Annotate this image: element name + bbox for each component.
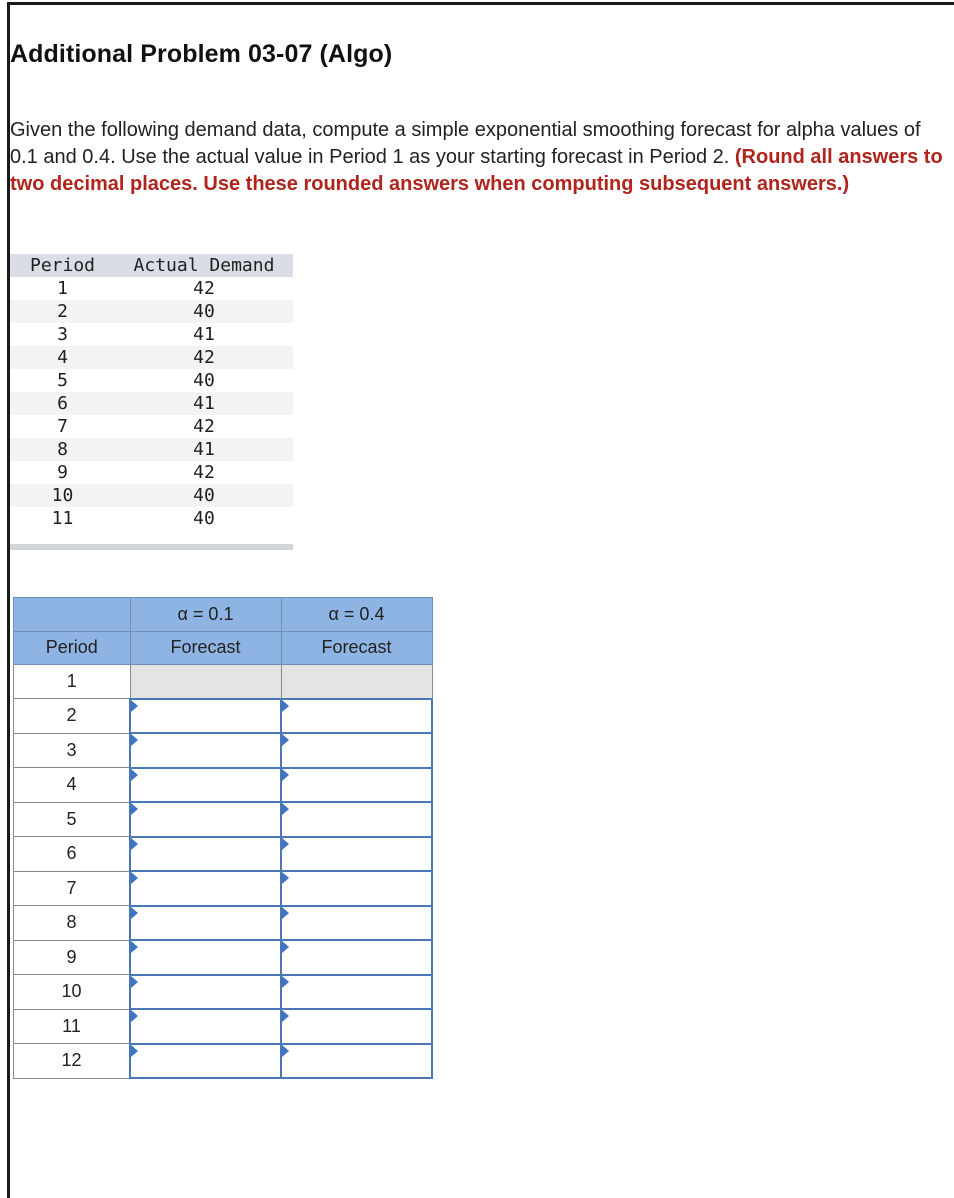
forecast-cell [130, 699, 281, 734]
forecast-disabled-cell [130, 665, 281, 699]
forecast-input-alpha-0-1[interactable] [131, 976, 280, 1009]
demand-row [10, 369, 293, 392]
forecast-cell [281, 975, 432, 1010]
forecast-cell [130, 871, 281, 906]
forecast-input-alpha-0-4[interactable] [282, 769, 431, 802]
forecast-cell [130, 768, 281, 803]
demand-data-table [10, 254, 293, 550]
forecast-cell [281, 699, 432, 734]
forecast-input-alpha-0-1[interactable] [131, 907, 280, 940]
forecast-cell [130, 837, 281, 872]
forecast-row [14, 1044, 433, 1079]
forecast-period-cell: 6 [14, 837, 131, 872]
forecast-input-alpha-0-1[interactable] [131, 1010, 280, 1043]
demand-row [10, 346, 293, 369]
demand-value-cell: 42 [193, 462, 215, 483]
demand-table-header [10, 254, 293, 277]
forecast-cell [130, 1044, 281, 1079]
forecast-cell [281, 837, 432, 872]
forecast-cell [130, 1009, 281, 1044]
forecast-cell [281, 802, 432, 837]
alpha-0-4-header: α = 0.4 [281, 598, 432, 632]
forecast-input-alpha-0-4[interactable] [282, 803, 431, 836]
period-column-header: Period [29, 255, 96, 276]
forecast-row [14, 768, 433, 803]
forecast-input-alpha-0-4[interactable] [282, 976, 431, 1009]
demand-row [10, 392, 293, 415]
forecast-cell [281, 768, 432, 803]
problem-prompt [10, 117, 945, 198]
demand-period-cell: 1 [57, 278, 68, 299]
forecast-row [14, 975, 433, 1010]
demand-period-cell: 8 [57, 439, 68, 460]
forecast-header-alpha-0-1: Forecast [130, 631, 281, 665]
forecast-cell [281, 1009, 432, 1044]
forecast-row [14, 871, 433, 906]
demand-value-cell: 42 [193, 278, 215, 299]
forecast-row [14, 665, 433, 699]
forecast-input-alpha-0-1[interactable] [131, 1045, 280, 1078]
demand-row [10, 323, 293, 346]
demand-row [10, 507, 293, 530]
problem-title: Additional Problem 03-07 (Algo) [10, 40, 393, 68]
forecast-table [13, 597, 433, 1079]
forecast-row [14, 699, 433, 734]
forecast-row [14, 802, 433, 837]
forecast-period-cell: 4 [14, 768, 131, 803]
demand-value-cell: 40 [193, 508, 215, 529]
forecast-disabled-cell [281, 665, 432, 699]
demand-period-cell: 3 [57, 324, 68, 345]
demand-row [10, 438, 293, 461]
demand-value-cell: 41 [193, 324, 215, 345]
forecast-row [14, 733, 433, 768]
alpha-0-1-header: α = 0.1 [130, 598, 281, 632]
demand-value-cell: 41 [193, 439, 215, 460]
alpha-header-row [14, 598, 433, 632]
forecast-cell [281, 940, 432, 975]
forecast-input-alpha-0-4[interactable] [282, 734, 431, 767]
forecast-row [14, 906, 433, 941]
demand-table-footer [10, 544, 293, 550]
forecast-header-alpha-0-4: Forecast [281, 631, 432, 665]
forecast-period-cell: 10 [14, 975, 131, 1010]
forecast-row [14, 837, 433, 872]
demand-row [10, 415, 293, 438]
forecast-input-alpha-0-1[interactable] [131, 872, 280, 905]
demand-value-cell: 40 [193, 301, 215, 322]
forecast-input-alpha-0-4[interactable] [282, 941, 431, 974]
forecast-input-alpha-0-1[interactable] [131, 941, 280, 974]
forecast-input-alpha-0-4[interactable] [282, 838, 431, 871]
prompt-rounding-instruction: (Round all answers to two decimal places. Use these rounded answers when computing subsequent answers.) [10, 146, 943, 195]
demand-period-cell: 7 [57, 416, 68, 437]
forecast-cell [130, 802, 281, 837]
demand-period-cell: 9 [57, 462, 68, 483]
forecast-period-cell: 11 [14, 1009, 131, 1044]
demand-period-cell: 11 [51, 508, 74, 529]
demand-row [10, 461, 293, 484]
forecast-period-cell: 3 [14, 733, 131, 768]
forecast-input-alpha-0-4[interactable] [282, 907, 431, 940]
forecast-period-cell: 8 [14, 906, 131, 941]
demand-period-cell: 2 [57, 301, 68, 322]
actual-demand-column-header: Actual Demand [133, 255, 275, 276]
forecast-cell [130, 975, 281, 1010]
forecast-input-alpha-0-4[interactable] [282, 700, 431, 733]
forecast-row [14, 940, 433, 975]
demand-row [10, 484, 293, 507]
blank-header-cell [14, 598, 131, 632]
demand-row [10, 277, 293, 300]
demand-value-cell: 40 [193, 485, 215, 506]
forecast-input-alpha-0-1[interactable] [131, 734, 280, 767]
demand-period-cell: 6 [57, 393, 68, 414]
forecast-period-cell: 5 [14, 802, 131, 837]
forecast-input-alpha-0-1[interactable] [131, 700, 280, 733]
forecast-input-alpha-0-4[interactable] [282, 1045, 431, 1078]
forecast-row [14, 1009, 433, 1044]
forecast-input-alpha-0-4[interactable] [282, 1010, 431, 1043]
forecast-input-alpha-0-4[interactable] [282, 872, 431, 905]
forecast-header-row [14, 631, 433, 665]
forecast-period-cell: 9 [14, 940, 131, 975]
forecast-period-cell: 2 [14, 699, 131, 734]
forecast-cell [281, 733, 432, 768]
period-header: Period [14, 631, 131, 665]
forecast-cell [130, 733, 281, 768]
forecast-cell [281, 871, 432, 906]
forecast-period-cell: 1 [14, 665, 131, 699]
demand-value-cell: 42 [193, 347, 215, 368]
forecast-cell [130, 906, 281, 941]
demand-period-cell: 4 [57, 347, 68, 368]
demand-value-cell: 42 [193, 416, 215, 437]
forecast-input-alpha-0-1[interactable] [131, 803, 280, 836]
demand-period-cell: 5 [57, 370, 68, 391]
forecast-cell [281, 906, 432, 941]
forecast-input-alpha-0-1[interactable] [131, 838, 280, 871]
forecast-cell [281, 1044, 432, 1079]
demand-value-cell: 40 [193, 370, 215, 391]
prompt-text: Given the following demand data, compute a simple exponential smoothing forecast for alpha values of 0.1 and 0.4. Use the actual value in Period 1 as your starting forecast in Period 2. [10, 119, 921, 168]
forecast-period-cell: 7 [14, 871, 131, 906]
demand-period-cell: 10 [51, 485, 74, 506]
demand-value-cell: 41 [193, 393, 215, 414]
forecast-input-alpha-0-1[interactable] [131, 769, 280, 802]
demand-row [10, 300, 293, 323]
forecast-cell [130, 940, 281, 975]
forecast-period-cell: 12 [14, 1044, 131, 1079]
